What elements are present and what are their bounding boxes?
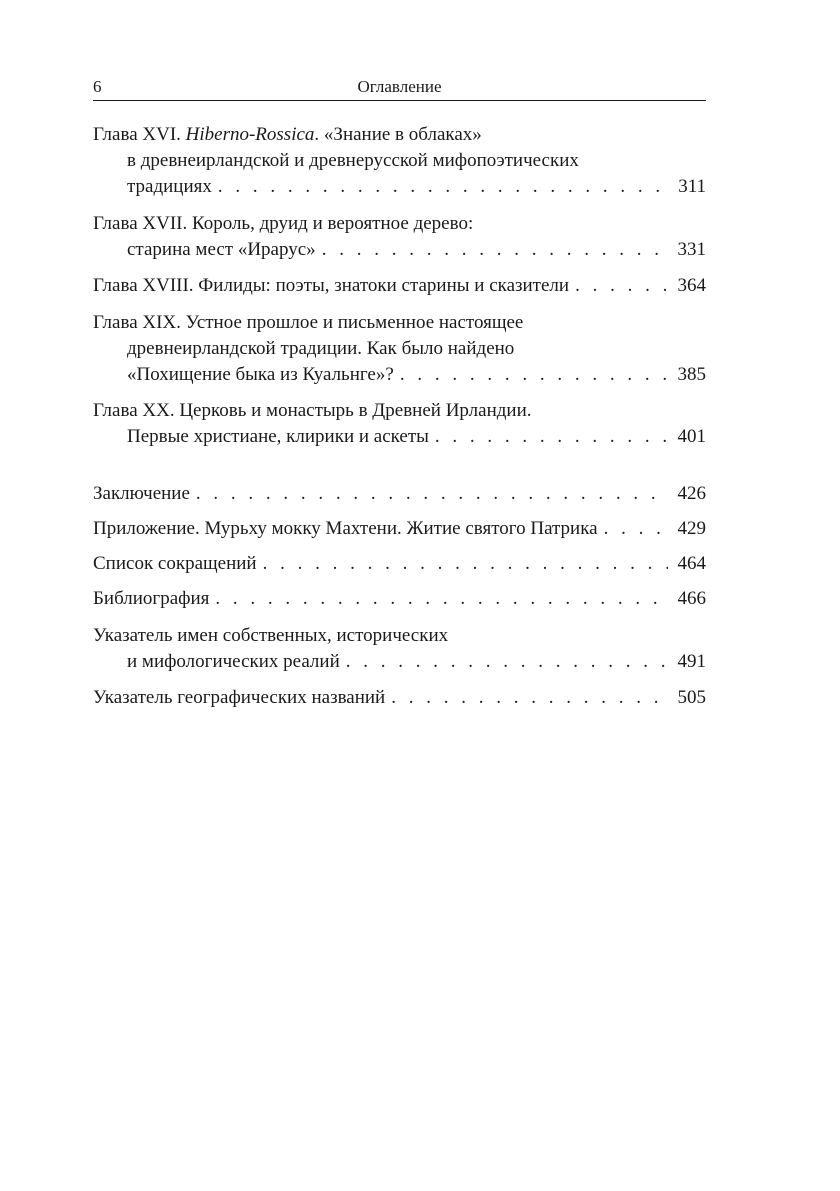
toc-entry-last-text: Глава XVIII. Филиды: поэты, знатоки старины и сказители — [93, 275, 570, 296]
toc-entry-title-line: Указатель имен собственных, исторических — [93, 625, 449, 646]
toc-entry-index-geography[interactable] — [93, 685, 706, 711]
toc-entry-last-text: Список сокращений — [93, 553, 257, 574]
toc-entry-italic: Hiberno-Rossica — [185, 124, 315, 145]
toc-entry-continuation: древнеирландской традиции. Как было найдено — [127, 338, 515, 359]
toc-entry-last-text: Указатель географических названий — [93, 687, 386, 708]
toc-entry-leader-line — [93, 685, 706, 711]
page-number: 6 — [93, 77, 102, 96]
toc-entry-chapter-18[interactable] — [93, 273, 706, 299]
toc-entry-title-line: Глава XX. Церковь и монастырь в Древней Ирландии. — [93, 400, 532, 421]
toc-entry-leader-line — [93, 237, 706, 263]
toc-entry-title-line: Глава XIX. Устное прошлое и письменное настоящее — [93, 312, 524, 333]
toc-entry-page: 331 — [677, 239, 706, 260]
toc-entry-leader-line — [93, 551, 706, 577]
toc-entry-leader-line — [93, 649, 706, 675]
toc-entry-page: 311 — [678, 176, 706, 197]
dot-leader — [215, 586, 667, 612]
toc-entry-page: 505 — [677, 687, 706, 708]
toc-entry-abbreviations[interactable] — [93, 551, 706, 577]
toc-entry-prefix: Глава XVI. — [93, 124, 186, 145]
toc-entry-last-text: старина мест «Ирарус» — [127, 239, 316, 260]
dot-leader — [575, 273, 667, 299]
dot-leader — [322, 237, 668, 263]
toc-entry-page: 385 — [677, 364, 706, 385]
dot-leader — [435, 424, 668, 450]
toc-entry-page: 466 — [677, 588, 706, 609]
toc-entry-title-line — [93, 122, 706, 148]
toc-entry-index-names[interactable] — [93, 623, 706, 675]
dot-leader — [391, 685, 667, 711]
toc-entry-bibliography[interactable] — [93, 586, 706, 612]
dot-leader — [196, 481, 668, 507]
toc-entry-last-text: традициях — [127, 176, 212, 197]
toc-entry-leader-line — [93, 424, 706, 450]
toc-entry-chapter-19[interactable] — [93, 310, 706, 388]
toc-entry-last-text: Библиография — [93, 588, 210, 609]
toc-entry-rest: . «Знание в облаках» — [314, 124, 482, 145]
toc-entry-leader-line — [93, 174, 706, 200]
toc-entry-leader-line — [93, 516, 706, 542]
toc-entry-leader-line — [93, 362, 706, 388]
toc-entry-page: 426 — [677, 483, 706, 504]
toc-entry-page: 491 — [677, 651, 706, 672]
toc-entry-continuation: в древнеирландской и древнерусской мифопоэтических — [127, 150, 579, 171]
toc-entry-leader-line — [93, 481, 706, 507]
toc-entry-appendix[interactable] — [93, 516, 706, 542]
toc-entry-chapter-20[interactable] — [93, 398, 706, 450]
running-title: Оглавление — [357, 77, 442, 96]
toc-entry-last-text: «Похищение быка из Куальнге»? — [127, 364, 394, 385]
toc-entry-page: 464 — [677, 553, 706, 574]
toc-entry-last-text: и мифологических реалий — [127, 651, 340, 672]
dot-leader — [400, 362, 668, 388]
toc-entry-page: 401 — [677, 426, 706, 447]
dot-leader — [263, 551, 668, 577]
toc-entry-last-text: Приложение. Мурьху мокку Махтени. Житие святого Патрика — [93, 518, 598, 539]
toc-entry-leader-line — [93, 273, 706, 299]
toc-entry-page: 429 — [677, 518, 706, 539]
dot-leader — [218, 174, 668, 200]
toc-entry-page: 364 — [677, 275, 706, 296]
toc-entry-conclusion[interactable] — [93, 481, 706, 507]
toc-entry-chapter-16[interactable] — [93, 122, 706, 200]
dot-leader — [604, 516, 668, 542]
toc-entry-last-text: Заключение — [93, 483, 190, 504]
toc-entry-leader-line — [93, 586, 706, 612]
toc-entry-chapter-17[interactable] — [93, 211, 706, 263]
toc-entry-last-text: Первые христиане, клирики и аскеты — [127, 426, 429, 447]
running-head — [93, 74, 706, 101]
dot-leader — [346, 649, 668, 675]
toc-entry-title-line: Глава XVII. Король, друид и вероятное дерево: — [93, 213, 474, 234]
